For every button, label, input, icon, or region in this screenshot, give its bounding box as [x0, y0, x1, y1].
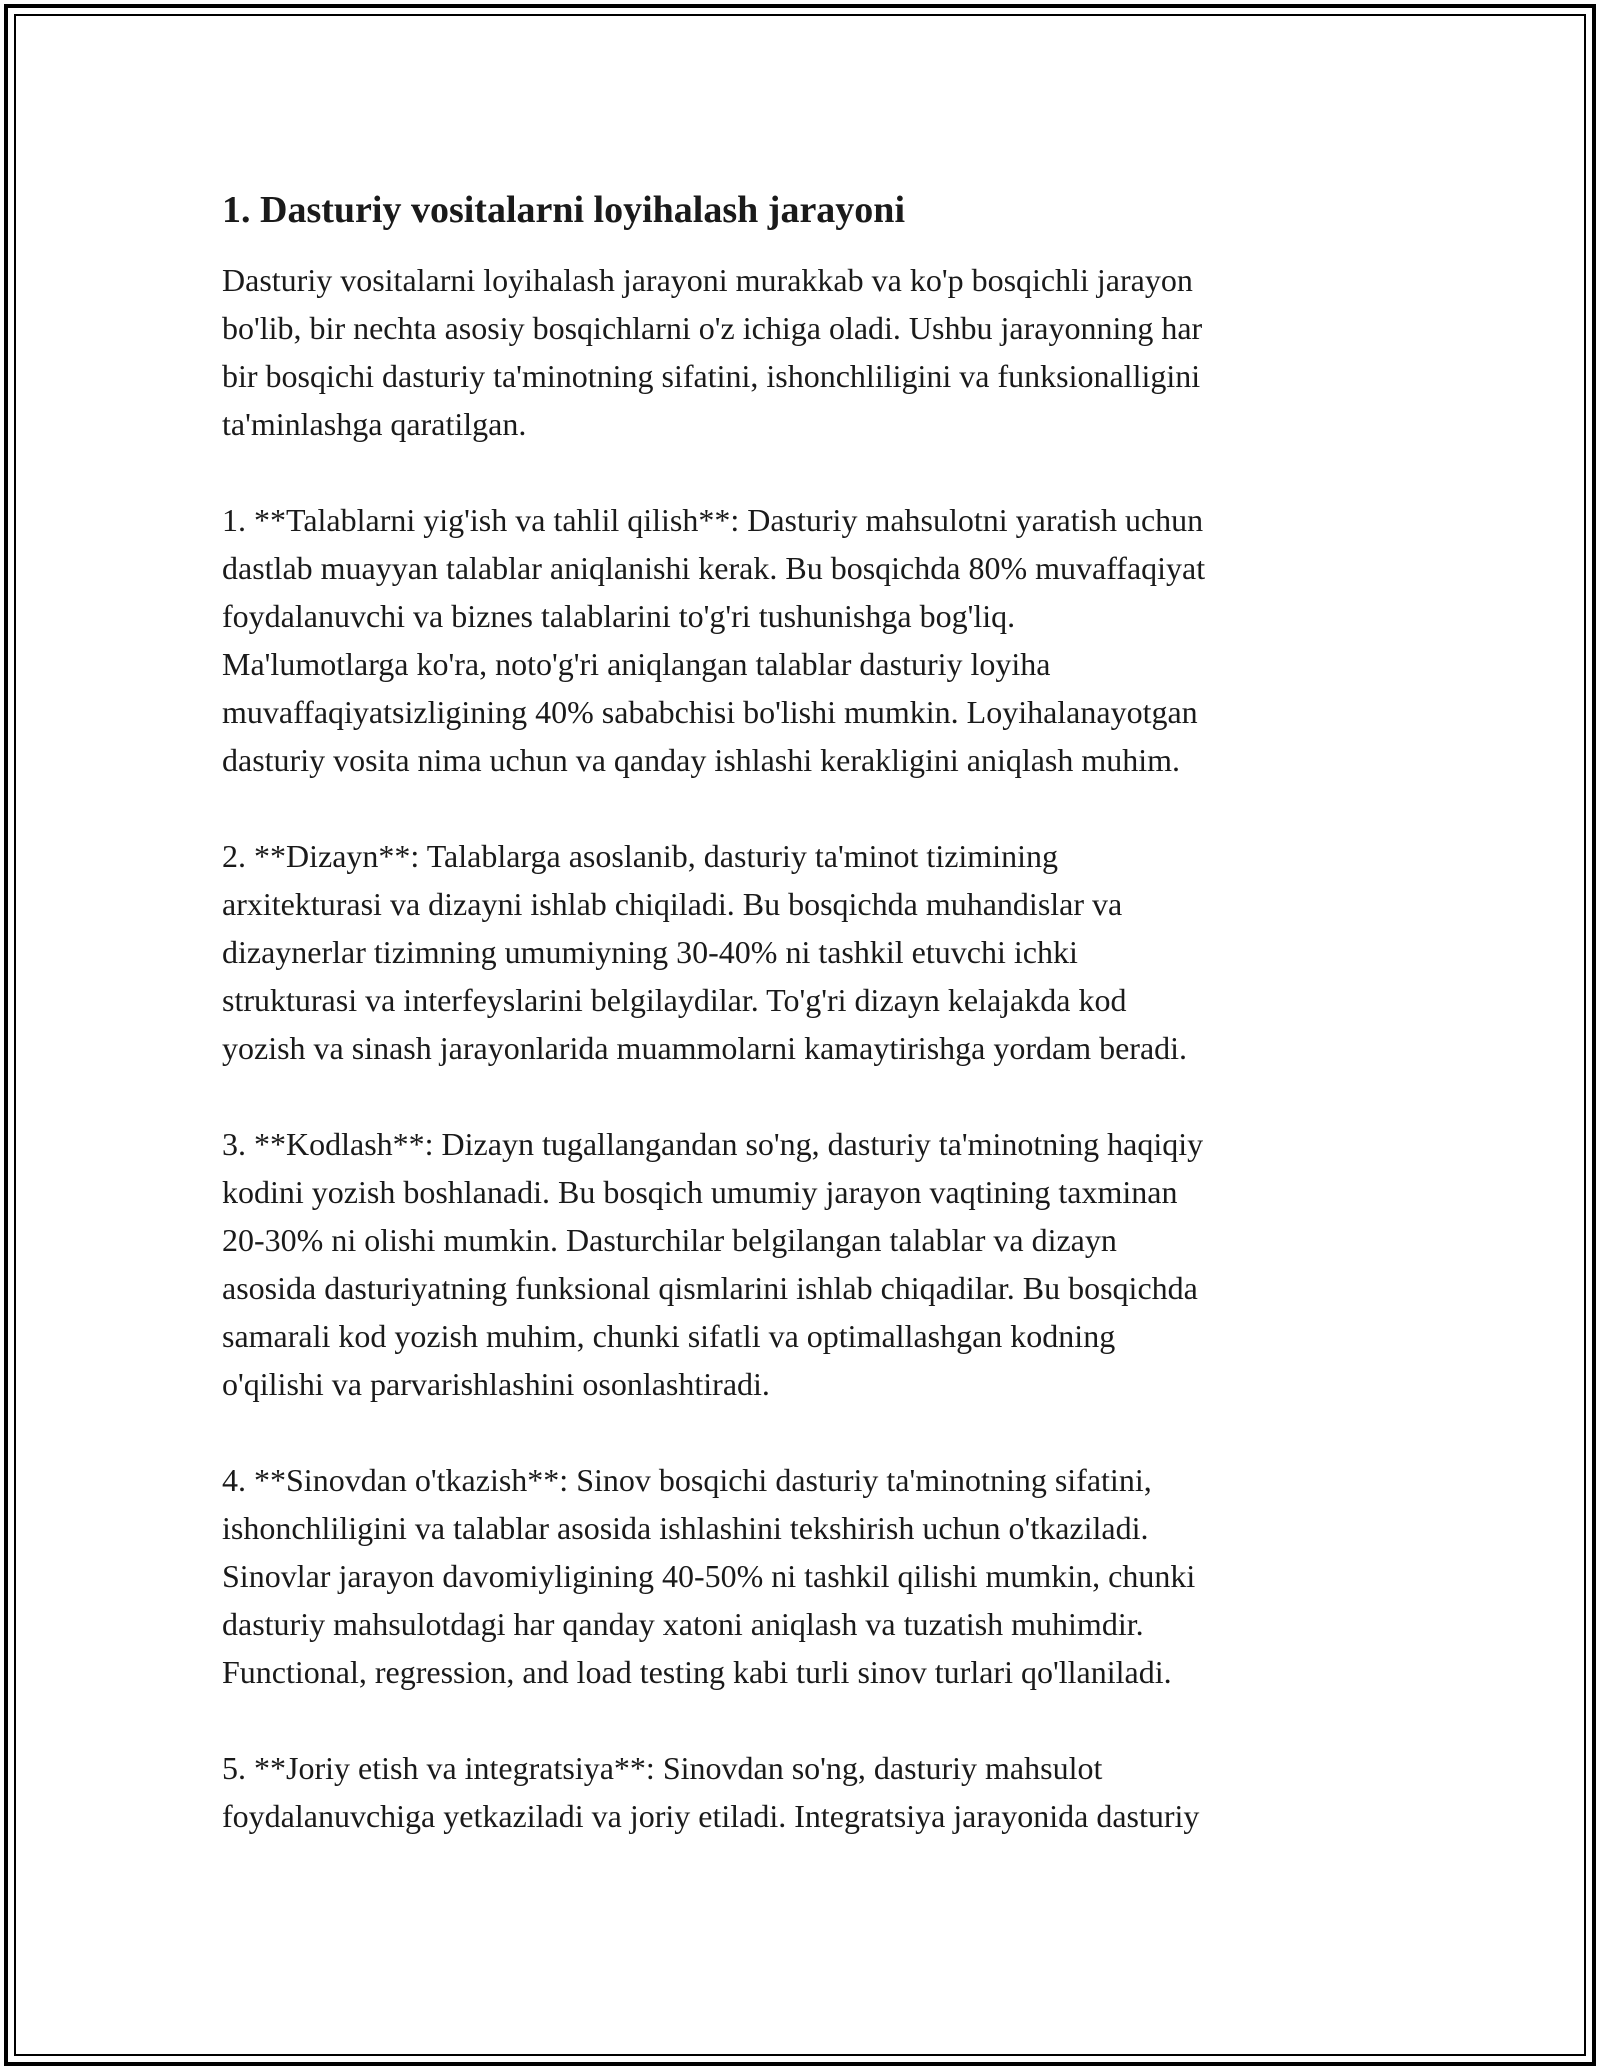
paragraph-line: 20-30% ni olishi mumkin. Dasturchilar belgilangan talablar va dizayn: [222, 1222, 1117, 1258]
paragraph-line: bir bosqichi dasturiy ta'minotning sifatini, ishonchliligini va funksionalligini: [222, 358, 1201, 394]
paragraph-line: 2. **Dizayn**: Talablarga asoslanib, dasturiy ta'minot tizimining: [222, 838, 1058, 874]
paragraph-line: Dasturiy vositalarni loyihalash jarayoni murakkab va ko'p bosqichli jarayon: [222, 262, 1193, 298]
paragraph-line: Ma'lumotlarga ko'ra, noto'g'ri aniqlangan talablar dasturiy loyiha: [222, 646, 1051, 682]
paragraph-line: o'qilishi va parvarishlashini osonlashtiradi.: [222, 1366, 770, 1402]
paragraph-line: yozish va sinash jarayonlarida muammolarni kamaytirishga yordam beradi.: [222, 1030, 1188, 1066]
paragraph: [222, 1456, 1362, 1696]
paragraph: [222, 496, 1362, 784]
paragraph-line: 3. **Kodlash**: Dizayn tugallangandan so'ng, dasturiy ta'minotning haqiqiy: [222, 1126, 1204, 1162]
paragraph: [222, 256, 1362, 448]
paragraph-line: arxitekturasi va dizayni ishlab chiqiladi. Bu bosqichda muhandislar va: [222, 886, 1123, 922]
paragraph-line: dasturiy mahsulotdagi har qanday xatoni aniqlash va tuzatish muhimdir.: [222, 1606, 1144, 1642]
paragraph-line: strukturasi va interfeyslarini belgilaydilar. To'g'ri dizayn kelajakda kod: [222, 982, 1127, 1018]
page-title: 1. Dasturiy vositalarni loyihalash jarayoni: [222, 189, 905, 231]
paragraph-line: foydalanuvchi va biznes talablarini to'g'ri tushunishga bog'liq.: [222, 598, 1016, 634]
paragraph-line: ishonchliligini va talablar asosida ishlashini tekshirish uchun o'tkaziladi.: [222, 1510, 1149, 1546]
paragraph-line: samarali kod yozish muhim, chunki sifatli va optimallashgan kodning: [222, 1318, 1116, 1354]
paragraph-line: 4. **Sinovdan o'tkazish**: Sinov bosqichi dasturiy ta'minotning sifatini,: [222, 1462, 1152, 1498]
paragraph-line: dasturiy vosita nima uchun va qanday ishlashi kerakligini aniqlash muhim.: [222, 742, 1181, 778]
paragraph-list: [222, 256, 1362, 1840]
paragraph-line: bo'lib, bir nechta asosiy bosqichlarni o'z ichiga oladi. Ushbu jarayonning har: [222, 310, 1203, 346]
paragraph-line: dastlab muayyan talablar aniqlanishi kerak. Bu bosqichda 80% muvaffaqiyat: [222, 550, 1206, 586]
paragraph-line: dizaynerlar tizimning umumiyning 30-40% ni tashkil etuvchi ichki: [222, 934, 1078, 970]
paragraph-line: kodini yozish boshlanadi. Bu bosqich umumiy jarayon vaqtining taxminan: [222, 1174, 1178, 1210]
paragraph-line: foydalanuvchiga yetkaziladi va joriy etiladi. Integratsiya jarayonida dasturiy: [222, 1798, 1200, 1834]
paragraph-line: ta'minlashga qaratilgan.: [222, 406, 527, 442]
document-body: [222, 186, 1362, 1888]
paragraph-line: Functional, regression, and load testing kabi turli sinov turlari qo'llaniladi.: [222, 1654, 1172, 1690]
paragraph: [222, 1744, 1362, 1840]
paragraph-line: asosida dasturiyatning funksional qismlarini ishlab chiqadilar. Bu bosqichda: [222, 1270, 1198, 1306]
paragraph-line: muvaffaqiyatsizligining 40% sababchisi bo'lishi mumkin. Loyihalanayotgan: [222, 694, 1198, 730]
paragraph: [222, 832, 1362, 1072]
paragraph: [222, 1120, 1362, 1408]
paragraph-line: 1. **Talablarni yig'ish va tahlil qilish**: Dasturiy mahsulotni yaratish uchun: [222, 502, 1204, 538]
paragraph-line: Sinovlar jarayon davomiyligining 40-50% ni tashkil qilishi mumkin, chunki: [222, 1558, 1196, 1594]
paragraph-line: 5. **Joriy etish va integratsiya**: Sinovdan so'ng, dasturiy mahsulot: [222, 1750, 1103, 1786]
